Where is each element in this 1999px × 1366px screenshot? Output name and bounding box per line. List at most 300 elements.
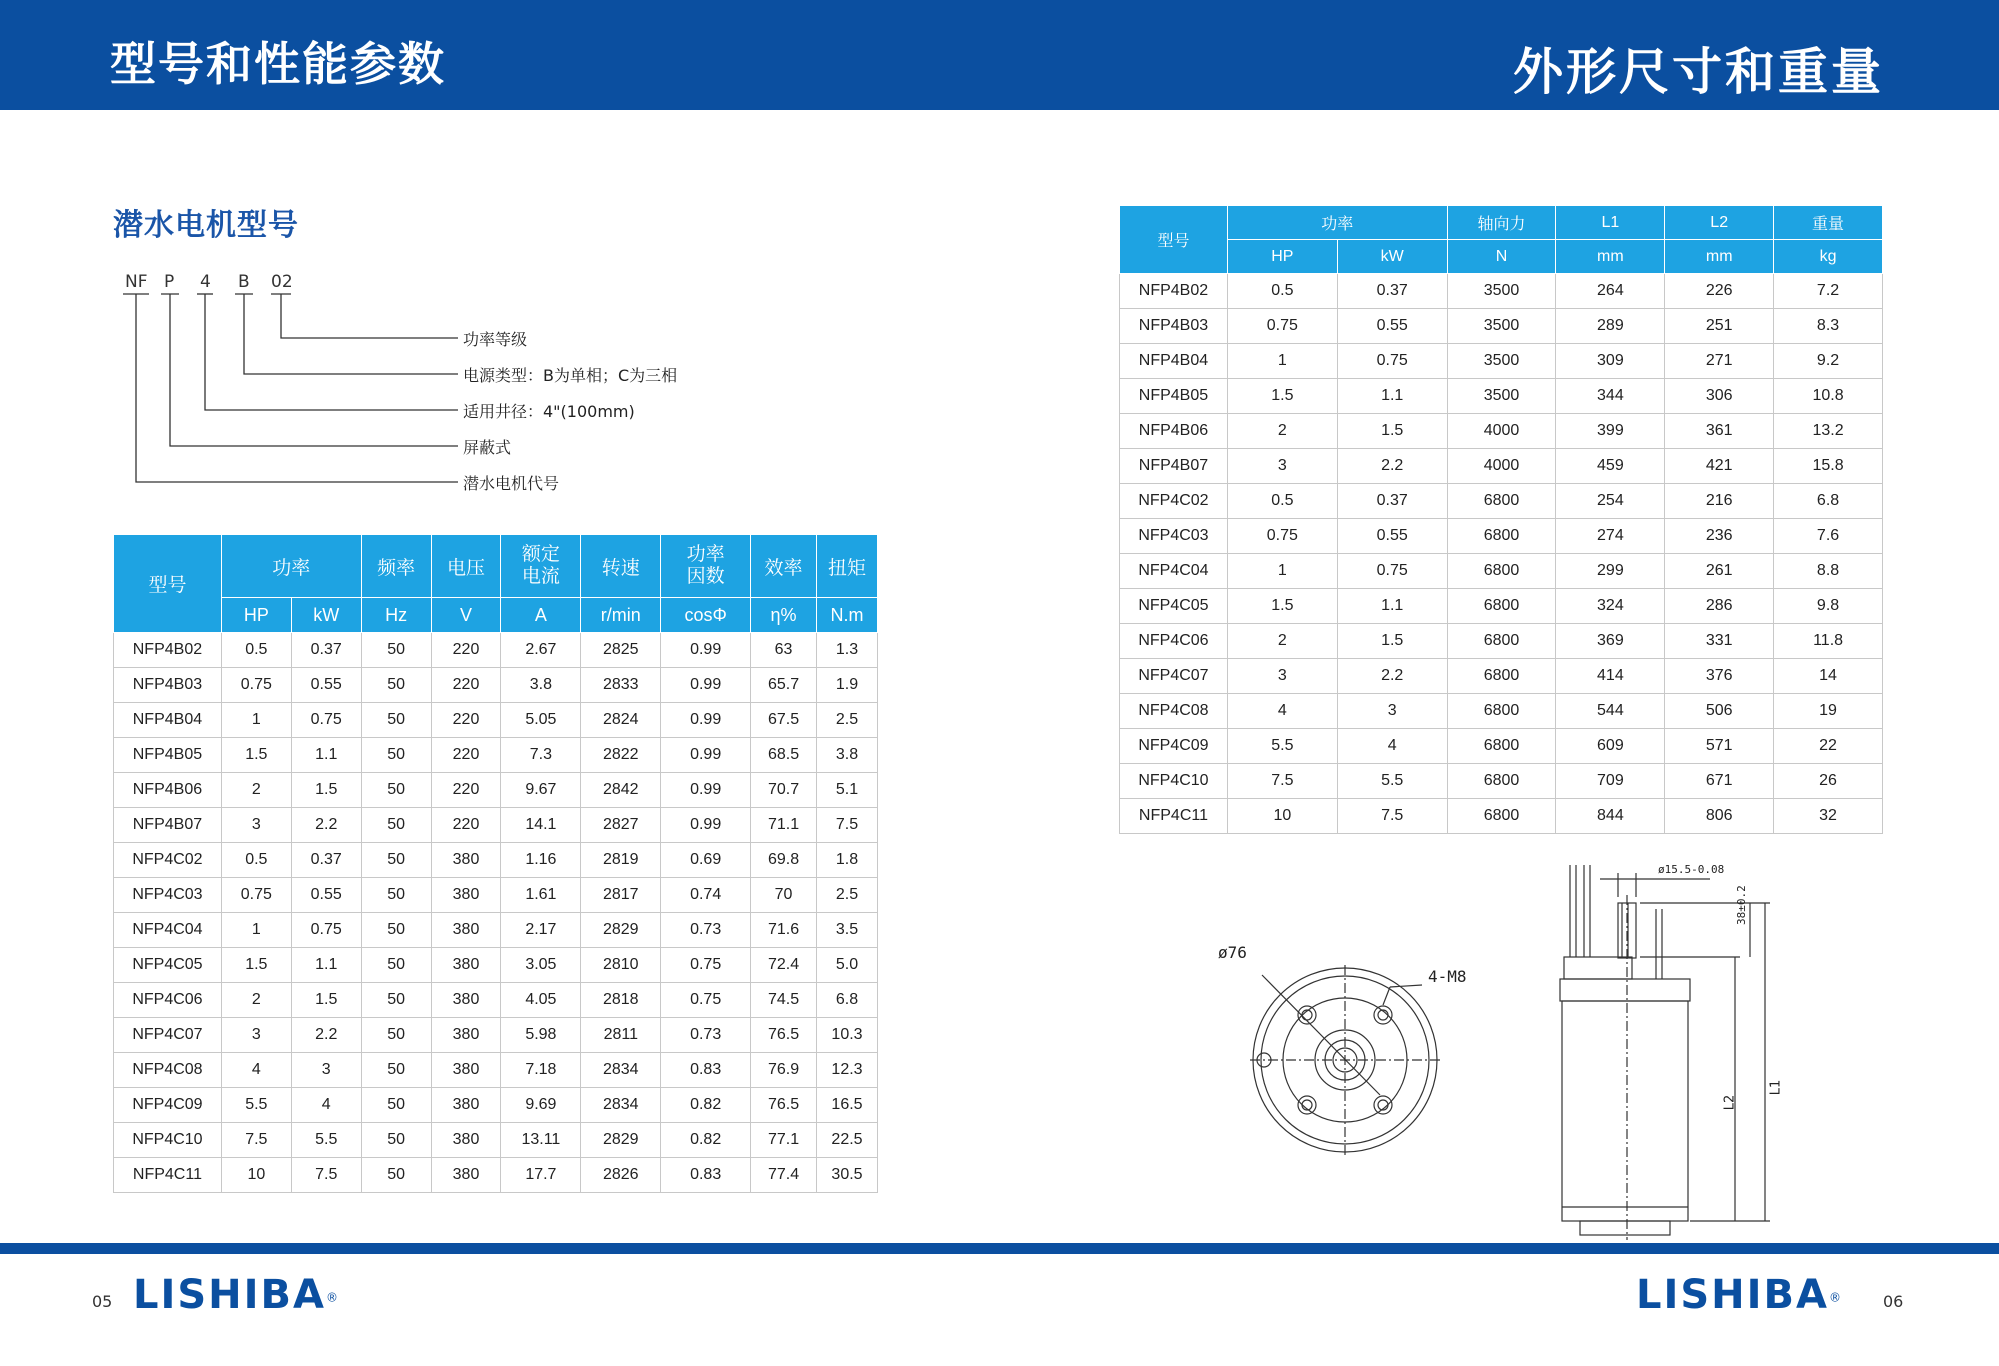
model-cell: NFP4B07 <box>1120 449 1228 484</box>
value-cell: 0.55 <box>291 668 361 703</box>
model-cell: NFP4C02 <box>114 843 222 878</box>
value-cell: 414 <box>1556 659 1665 694</box>
table-row <box>1120 449 1883 484</box>
table-row <box>114 808 878 843</box>
value-cell: 399 <box>1556 414 1665 449</box>
value-cell: 74.5 <box>751 983 817 1018</box>
value-cell: 50 <box>361 1158 431 1193</box>
value-cell: 0.75 <box>1337 554 1447 589</box>
value-cell: 571 <box>1665 729 1774 764</box>
value-cell: 5.1 <box>817 773 878 808</box>
model-cell: NFP4C08 <box>114 1053 222 1088</box>
value-cell: 0.37 <box>291 633 361 668</box>
value-cell: 331 <box>1665 624 1774 659</box>
value-cell: 1.9 <box>817 668 878 703</box>
col-header-model: 型号 <box>114 535 222 633</box>
value-cell: 220 <box>431 668 501 703</box>
value-cell: 1.5 <box>1227 379 1337 414</box>
model-cell: NFP4C09 <box>1120 729 1228 764</box>
value-cell: 10.3 <box>817 1018 878 1053</box>
value-cell: 2.67 <box>501 633 581 668</box>
value-cell: 2 <box>1227 414 1337 449</box>
value-cell: 3.05 <box>501 948 581 983</box>
value-cell: 2 <box>1227 624 1337 659</box>
value-cell: 2829 <box>581 1123 661 1158</box>
value-cell: 7.6 <box>1774 519 1883 554</box>
col-header-pf: 功率 因数 <box>661 535 751 598</box>
value-cell: 459 <box>1556 449 1665 484</box>
model-cell: NFP4C07 <box>1120 659 1228 694</box>
table-row <box>114 703 878 738</box>
code-part-p: P <box>164 272 175 292</box>
value-cell: 13.2 <box>1774 414 1883 449</box>
model-cell: NFP4B04 <box>114 703 222 738</box>
code-label-power-type: 电源类型：B为单相；C为三相 <box>463 366 678 385</box>
value-cell: 2.17 <box>501 913 581 948</box>
table-row <box>114 1088 878 1123</box>
unit-header: mm <box>1556 240 1665 274</box>
value-cell: 76.5 <box>751 1018 817 1053</box>
value-cell: 0.5 <box>221 843 291 878</box>
value-cell: 22 <box>1774 729 1883 764</box>
drawing-shaft-label: ø15.5-0.08 <box>1658 863 1725 876</box>
model-cell: NFP4C10 <box>1120 764 1228 799</box>
value-cell: 11.8 <box>1774 624 1883 659</box>
value-cell: 220 <box>431 633 501 668</box>
value-cell: 50 <box>361 703 431 738</box>
value-cell: 7.5 <box>817 808 878 843</box>
value-cell: 2824 <box>581 703 661 738</box>
value-cell: 1.1 <box>1337 379 1447 414</box>
unit-header: Hz <box>361 598 431 633</box>
value-cell: 50 <box>361 913 431 948</box>
table-row <box>114 1018 878 1053</box>
value-cell: 261 <box>1665 554 1774 589</box>
registered-mark-left: ® <box>325 1290 338 1305</box>
value-cell: 361 <box>1665 414 1774 449</box>
value-cell: 0.75 <box>291 913 361 948</box>
value-cell: 6.8 <box>817 983 878 1018</box>
value-cell: 2811 <box>581 1018 661 1053</box>
value-cell: 70 <box>751 878 817 913</box>
value-cell: 0.99 <box>661 703 751 738</box>
value-cell: 2.2 <box>1337 659 1447 694</box>
value-cell: 4000 <box>1447 449 1556 484</box>
value-cell: 32 <box>1774 799 1883 834</box>
value-cell: 76.9 <box>751 1053 817 1088</box>
value-cell: 1.8 <box>817 843 878 878</box>
value-cell: 3.5 <box>817 913 878 948</box>
value-cell: 70.7 <box>751 773 817 808</box>
value-cell: 1.16 <box>501 843 581 878</box>
value-cell: 2827 <box>581 808 661 843</box>
brand-logo-right <box>1636 1272 1841 1318</box>
value-cell: 3500 <box>1447 344 1556 379</box>
table-row <box>1120 379 1883 414</box>
page-number-right: 06 <box>1883 1292 1904 1311</box>
table-row <box>114 773 878 808</box>
model-cell: NFP4B03 <box>114 668 222 703</box>
value-cell: 77.4 <box>751 1158 817 1193</box>
value-cell: 15.8 <box>1774 449 1883 484</box>
value-cell: 380 <box>431 878 501 913</box>
value-cell: 2829 <box>581 913 661 948</box>
value-cell: 0.75 <box>221 878 291 913</box>
value-cell: 5.5 <box>1337 764 1447 799</box>
value-cell: 380 <box>431 1088 501 1123</box>
value-cell: 6800 <box>1447 519 1556 554</box>
table-row <box>1120 659 1883 694</box>
value-cell: 506 <box>1665 694 1774 729</box>
model-cell: NFP4C05 <box>114 948 222 983</box>
unit-header: kW <box>1337 240 1447 274</box>
model-cell: NFP4C05 <box>1120 589 1228 624</box>
value-cell: 50 <box>361 1053 431 1088</box>
table-row <box>114 843 878 878</box>
value-cell: 50 <box>361 1123 431 1158</box>
footer-bar <box>0 1243 1999 1254</box>
value-cell: 50 <box>361 843 431 878</box>
value-cell: 2819 <box>581 843 661 878</box>
value-cell: 50 <box>361 948 431 983</box>
unit-header: HP <box>1227 240 1337 274</box>
value-cell: 50 <box>361 878 431 913</box>
value-cell: 0.55 <box>291 878 361 913</box>
value-cell: 2.5 <box>817 703 878 738</box>
code-label-shielded: 屏蔽式 <box>463 438 512 457</box>
table-row <box>114 1123 878 1158</box>
value-cell: 12.3 <box>817 1053 878 1088</box>
value-cell: 3 <box>291 1053 361 1088</box>
value-cell: 2810 <box>581 948 661 983</box>
value-cell: 1.61 <box>501 878 581 913</box>
value-cell: 10.8 <box>1774 379 1883 414</box>
value-cell: 1.1 <box>1337 589 1447 624</box>
value-cell: 1.5 <box>221 738 291 773</box>
value-cell: 50 <box>361 633 431 668</box>
right-page-title: 外形尺寸和重量 <box>1513 43 1884 101</box>
value-cell: 0.5 <box>221 633 291 668</box>
unit-header: N <box>1447 240 1556 274</box>
table-row <box>1120 414 1883 449</box>
value-cell: 4 <box>291 1088 361 1123</box>
model-cell: NFP4B03 <box>1120 309 1228 344</box>
value-cell: 380 <box>431 843 501 878</box>
value-cell: 306 <box>1665 379 1774 414</box>
value-cell: 68.5 <box>751 738 817 773</box>
brand-wordmark-right: LISHIBA <box>1636 1272 1829 1318</box>
table-row <box>114 983 878 1018</box>
value-cell: 0.37 <box>1337 484 1447 519</box>
table-row <box>1120 519 1883 554</box>
value-cell: 5.5 <box>1227 729 1337 764</box>
dim-header-l1: L1 <box>1556 206 1665 240</box>
value-cell: 0.99 <box>661 668 751 703</box>
value-cell: 544 <box>1556 694 1665 729</box>
value-cell: 3 <box>1227 659 1337 694</box>
value-cell: 0.75 <box>1227 519 1337 554</box>
drawing-l1-label: L1 <box>1768 1079 1784 1096</box>
value-cell: 216 <box>1665 484 1774 519</box>
value-cell: 3.8 <box>817 738 878 773</box>
value-cell: 7.3 <box>501 738 581 773</box>
value-cell: 1 <box>1227 554 1337 589</box>
value-cell: 2.2 <box>291 808 361 843</box>
value-cell: 5.98 <box>501 1018 581 1053</box>
value-cell: 7.5 <box>291 1158 361 1193</box>
table-row <box>1120 274 1883 309</box>
value-cell: 9.2 <box>1774 344 1883 379</box>
value-cell: 2 <box>221 773 291 808</box>
value-cell: 16.5 <box>817 1088 878 1123</box>
value-cell: 0.55 <box>1337 309 1447 344</box>
col-header-current: 额定 电流 <box>501 535 581 598</box>
value-cell: 0.75 <box>1337 344 1447 379</box>
table-row <box>1120 799 1883 834</box>
dim-header-l2: L2 <box>1665 206 1774 240</box>
table-row <box>114 633 878 668</box>
model-cell: NFP4C03 <box>114 878 222 913</box>
model-cell: NFP4B06 <box>1120 414 1228 449</box>
value-cell: 806 <box>1665 799 1774 834</box>
value-cell: 1.5 <box>1227 589 1337 624</box>
value-cell: 50 <box>361 668 431 703</box>
value-cell: 71.6 <box>751 913 817 948</box>
value-cell: 9.8 <box>1774 589 1883 624</box>
value-cell: 264 <box>1556 274 1665 309</box>
value-cell: 2.2 <box>1337 449 1447 484</box>
value-cell: 274 <box>1556 519 1665 554</box>
value-cell: 0.83 <box>661 1053 751 1088</box>
value-cell: 7.5 <box>1227 764 1337 799</box>
value-cell: 77.1 <box>751 1123 817 1158</box>
value-cell: 7.2 <box>1774 274 1883 309</box>
table-row <box>1120 484 1883 519</box>
value-cell: 271 <box>1665 344 1774 379</box>
brand-logo-left <box>133 1272 338 1318</box>
model-cell: NFP4C07 <box>114 1018 222 1053</box>
value-cell: 17.7 <box>501 1158 581 1193</box>
value-cell: 380 <box>431 1053 501 1088</box>
value-cell: 2834 <box>581 1053 661 1088</box>
value-cell: 30.5 <box>817 1158 878 1193</box>
value-cell: 2826 <box>581 1158 661 1193</box>
table-row <box>1120 624 1883 659</box>
value-cell: 50 <box>361 773 431 808</box>
value-cell: 71.1 <box>751 808 817 843</box>
value-cell: 5.0 <box>817 948 878 983</box>
code-part-4: 4 <box>200 272 211 292</box>
value-cell: 2833 <box>581 668 661 703</box>
model-cell: NFP4C04 <box>1120 554 1228 589</box>
value-cell: 0.83 <box>661 1158 751 1193</box>
value-cell: 380 <box>431 913 501 948</box>
model-code-diagram <box>113 270 763 500</box>
value-cell: 6800 <box>1447 764 1556 799</box>
value-cell: 3500 <box>1447 309 1556 344</box>
unit-header: cosΦ <box>661 598 751 633</box>
value-cell: 14 <box>1774 659 1883 694</box>
value-cell: 2818 <box>581 983 661 1018</box>
value-cell: 226 <box>1665 274 1774 309</box>
value-cell: 1.5 <box>1337 624 1447 659</box>
value-cell: 6800 <box>1447 659 1556 694</box>
value-cell: 2825 <box>581 633 661 668</box>
drawing-shaft-length-label: 38±0.2 <box>1735 885 1748 925</box>
value-cell: 289 <box>1556 309 1665 344</box>
value-cell: 1.1 <box>291 738 361 773</box>
value-cell: 10 <box>1227 799 1337 834</box>
motor-outline-drawing <box>1218 855 1790 1245</box>
value-cell: 50 <box>361 808 431 843</box>
table-row <box>1120 694 1883 729</box>
dim-header-power: 功率 <box>1227 206 1447 240</box>
value-cell: 324 <box>1556 589 1665 624</box>
dim-header-model: 型号 <box>1120 206 1228 274</box>
value-cell: 7.18 <box>501 1053 581 1088</box>
col-header-speed: 转速 <box>581 535 661 598</box>
model-cell: NFP4B05 <box>114 738 222 773</box>
value-cell: 4000 <box>1447 414 1556 449</box>
table-row <box>1120 344 1883 379</box>
code-label-power-grade: 功率等级 <box>463 330 528 349</box>
table-row <box>1120 589 1883 624</box>
value-cell: 3 <box>221 808 291 843</box>
value-cell: 7.5 <box>221 1123 291 1158</box>
value-cell: 0.37 <box>1337 274 1447 309</box>
value-cell: 1.3 <box>817 633 878 668</box>
drawing-dia-label: ø76 <box>1218 943 1247 962</box>
value-cell: 0.99 <box>661 773 751 808</box>
value-cell: 299 <box>1556 554 1665 589</box>
code-label-motor-code: 潜水电机代号 <box>463 474 560 493</box>
value-cell: 9.69 <box>501 1088 581 1123</box>
value-cell: 0.99 <box>661 808 751 843</box>
value-cell: 6800 <box>1447 554 1556 589</box>
value-cell: 1 <box>1227 344 1337 379</box>
table-row <box>114 913 878 948</box>
value-cell: 236 <box>1665 519 1774 554</box>
col-header-voltage: 电压 <box>431 535 501 598</box>
value-cell: 3 <box>221 1018 291 1053</box>
value-cell: 0.5 <box>1227 274 1337 309</box>
performance-table <box>113 534 878 1193</box>
value-cell: 3500 <box>1447 379 1556 414</box>
table-row <box>114 878 878 913</box>
value-cell: 0.69 <box>661 843 751 878</box>
page-number-left: 05 <box>92 1292 113 1311</box>
model-cell: NFP4C11 <box>1120 799 1228 834</box>
value-cell: 67.5 <box>751 703 817 738</box>
value-cell: 220 <box>431 773 501 808</box>
value-cell: 19 <box>1774 694 1883 729</box>
model-cell: NFP4C03 <box>1120 519 1228 554</box>
brand-wordmark-left: LISHIBA <box>133 1272 326 1318</box>
dimensions-table <box>1119 205 1883 834</box>
value-cell: 9.67 <box>501 773 581 808</box>
table-row <box>1120 554 1883 589</box>
value-cell: 10 <box>221 1158 291 1193</box>
value-cell: 2.2 <box>291 1018 361 1053</box>
code-label-well-dia: 适用井径：4"(100mm) <box>463 402 635 421</box>
model-cell: NFP4B06 <box>114 773 222 808</box>
value-cell: 0.75 <box>661 948 751 983</box>
value-cell: 254 <box>1556 484 1665 519</box>
value-cell: 380 <box>431 1018 501 1053</box>
value-cell: 2817 <box>581 878 661 913</box>
unit-header: r/min <box>581 598 661 633</box>
model-cell: NFP4C09 <box>114 1088 222 1123</box>
value-cell: 3 <box>1337 694 1447 729</box>
value-cell: 13.11 <box>501 1123 581 1158</box>
unit-header: N.m <box>817 598 878 633</box>
table-row <box>1120 309 1883 344</box>
value-cell: 220 <box>431 808 501 843</box>
value-cell: 0.73 <box>661 913 751 948</box>
value-cell: 380 <box>431 1158 501 1193</box>
model-cell: NFP4B07 <box>114 808 222 843</box>
value-cell: 63 <box>751 633 817 668</box>
value-cell: 5.5 <box>221 1088 291 1123</box>
value-cell: 0.55 <box>1337 519 1447 554</box>
value-cell: 844 <box>1556 799 1665 834</box>
registered-mark-right: ® <box>1828 1290 1841 1305</box>
model-cell: NFP4B02 <box>114 633 222 668</box>
value-cell: 4 <box>221 1053 291 1088</box>
motor-drawing-svg <box>1230 855 1790 1245</box>
value-cell: 8.3 <box>1774 309 1883 344</box>
value-cell: 5.5 <box>291 1123 361 1158</box>
unit-header: kg <box>1774 240 1883 274</box>
value-cell: 421 <box>1665 449 1774 484</box>
value-cell: 2822 <box>581 738 661 773</box>
value-cell: 369 <box>1556 624 1665 659</box>
dim-header-axial: 轴向力 <box>1447 206 1556 240</box>
value-cell: 220 <box>431 738 501 773</box>
drawing-l2-label: L2 <box>1722 1094 1738 1111</box>
value-cell: 6.8 <box>1774 484 1883 519</box>
model-cell: NFP4B04 <box>1120 344 1228 379</box>
value-cell: 286 <box>1665 589 1774 624</box>
value-cell: 0.5 <box>1227 484 1337 519</box>
value-cell: 4.05 <box>501 983 581 1018</box>
table-row <box>114 948 878 983</box>
drawing-bolt-label: 4-M8 <box>1428 967 1467 986</box>
code-part-b: B <box>238 272 250 292</box>
value-cell: 7.5 <box>1337 799 1447 834</box>
value-cell: 1.5 <box>291 773 361 808</box>
dim-header-weight: 重量 <box>1774 206 1883 240</box>
value-cell: 4 <box>1227 694 1337 729</box>
col-header-power: 功率 <box>221 535 361 598</box>
value-cell: 50 <box>361 1018 431 1053</box>
value-cell: 1 <box>221 703 291 738</box>
code-part-02: 02 <box>271 272 293 292</box>
value-cell: 2842 <box>581 773 661 808</box>
value-cell: 1.1 <box>291 948 361 983</box>
model-cell: NFP4C08 <box>1120 694 1228 729</box>
value-cell: 14.1 <box>501 808 581 843</box>
unit-header: V <box>431 598 501 633</box>
value-cell: 50 <box>361 1088 431 1123</box>
unit-header: mm <box>1665 240 1774 274</box>
value-cell: 5.05 <box>501 703 581 738</box>
value-cell: 6800 <box>1447 484 1556 519</box>
value-cell: 2 <box>221 983 291 1018</box>
value-cell: 72.4 <box>751 948 817 983</box>
value-cell: 380 <box>431 983 501 1018</box>
value-cell: 380 <box>431 1123 501 1158</box>
